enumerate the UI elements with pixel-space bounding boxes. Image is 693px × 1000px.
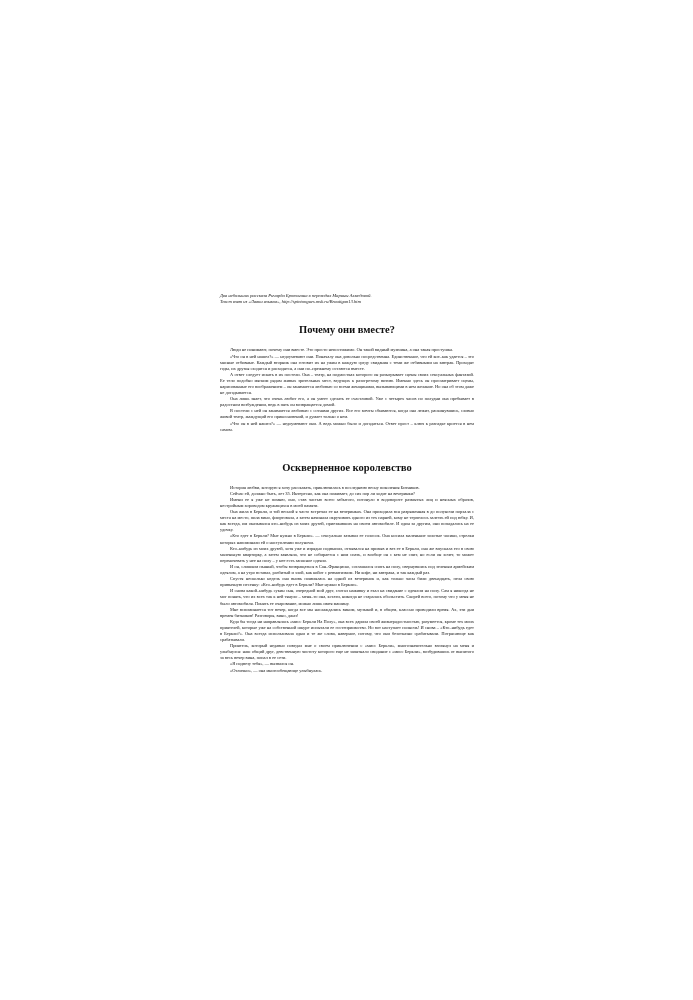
document-page <box>220 293 474 674</box>
story-title: Почему они вместе? <box>299 325 395 337</box>
paragraph: Спустя несколько недель она вновь появлялась на одной из вечеринок и, как только часы били двенадцать, пела свою привычную песенку: «Кто–нибудь едет в Беркли? Мне нужно в Беркли». <box>220 576 474 588</box>
paragraph: «Я подвезу тебя», — вызвался он. <box>230 661 295 667</box>
paragraph: Люди не понимают, почему они вместе. Это просто непостижимо. Он такой видный мужчина, а она такая простушка. <box>230 347 454 353</box>
paragraph: «Отлично», — она многообещающе улыбнулась. <box>230 667 323 673</box>
story-why-together <box>220 325 474 432</box>
paragraph: Мне вспоминается тот вечер, когда все мы наслаждались вином, музыкой и, в общем, классно проводили время. Ах, эти дни времен битников! Разговоры, вино, джаз! <box>220 606 474 618</box>
paragraph: И он, слишком пьяный, чтобы возвращаться в Сан–Франциско, соглашался спать на полу, свернувшись под зеленым армейским одеялом, а на утро вставал, разбитый и злой, как койот с ревматизмом. Ни кофе, ни завтрака, и так каждый раз. <box>220 563 474 576</box>
intro-note <box>220 293 474 305</box>
paragraph: «Что он в ней нашел?» — недоумевают они. Поначалу она довольно посредственна. Единственное, что ей кое–как удается – это мясные отбивные. Каждый вторник она готовит их на ужин в каждую среду свидания с теми же отбивными на завтрак. Проходят годы, их друзья сходятся и расходятся, а они по–прежнему остаются вместе. <box>220 353 474 371</box>
story-title: Оскверненное королевство <box>282 462 412 474</box>
story-defiled-kingdom <box>220 463 474 674</box>
paragraph: История любви, которую я хочу рассказать, приключилась в последнюю весну поколения Битников. <box>230 484 420 490</box>
paragraph: Кто–нибудь из моих друзей, хотя уже и изрядно подвыпил, отзывался на призыв и вез ее в Беркли, она же впускала его в свою маленькую квартирку, а затем заявляла, что не собирается с ним спать, и вообще он с кем не спит, но если он хочет, то может переночевать у нее на полу – у нее есть запасное одеяло. <box>220 545 474 563</box>
paragraph: Она жила в Беркли, и той весной я часто встречал ее на вечеринках. Она приходила вся разряженная в до полуночи порхала с места на место, пила вино, флиртовала, а затем начинала окручивать одного из тех парней, кому не терпелось залезть ей под юбку. И, как всегда, им оказывался кто–нибудь из моих друзей, приезжавших на своем автомобиле. И один за другим, они попадались на ее удочку. <box>220 509 474 533</box>
paragraph: А ответ следует искать в их постели. Она – театр, на подмостках которого он разыгрывает сцены своих сексуальных фантазий. Ее тело подобно мягким рядам живых зрительных мест, ведущих к разогретому витию. Именно здесь он просматривает сцены, нарисованные его воображением – он занимается любовью со всеми женщинами, вызывающими в нем желание. Но она об этом даже не догадывается. <box>220 371 474 396</box>
paragraph: Приятель, который недавно поведал мне о своем приключении с «мисс Беркли», многозначительно взглянул на меня и улыбнулся: наш общий друг, девственную чистоту которого еще не запятнало свидание с «мисс Беркли», возбудившись от выпитого за весь вечер вина, попал в ее сети. <box>220 643 474 661</box>
paragraph: Сейчас ей, должно быть, лет 35. Интересно, как она поживает, до сих пор ли ходит на вечеринки? <box>230 490 415 496</box>
intro-line: Текст взят из «Лавки языков», http://spintongues.msk.ru/Brautigan13.htm <box>220 299 361 305</box>
paragraph: И снова какой–нибудь сукин сын, очередной мой друг, глотал наживку и ехал на свидание с одеялом на полу. Сам я никогда не мог понять, что их всех так к ней тянуло – меня–то она, кстати, никогда не старалась обольстить. Скорей всего, потому что у меня не было автомобиля. Понять ее очарование, можно лишь имея машину. <box>220 588 474 606</box>
paragraph: «Кто едет в Беркли? Мне нужно в Беркли». — сексуально зазывал ее голосок. Она носила маленькие золотые часики, стрелки которых напоминали ей о наступлении полуночи. <box>220 533 474 545</box>
paragraph: Куда бы тогда ни направлялась «мисс Беркли На Полу», она всех дарила своей жизнерадостностью, разумеется, кроме тех моих приятелей, которые уже на собственной шкуре испытали ее гостеприимство. Но вот наступает полночь! И снова – «Кто–нибудь едет в Беркли?». Она всегда использовала одни и те же слова, наверное, потому, что они безотказно срабатывали. Потрясающе как срабатывали. <box>220 618 474 643</box>
intro-line: Два небольших рассказа Ричарда Бротигана в переводах Марины Ахмедовой. <box>220 293 372 298</box>
paragraph: «Что он в ней нашел?» — недоумевают они. А ведь можно было и догадаться. Ответ прост – ключ к разгадке кроется в нем самом. <box>220 420 474 432</box>
paragraph: Она лишь знает, что очень любит его, а он умеет сделать ее счастливой. Уже с четырех часов по полудни она пребывает в радостном возбуждении, ведь в пять он возвращается домой. <box>220 396 474 408</box>
paragraph: Имени ее я уже не помню, оно, став частью всего забытого, потонуло в водовороте размытых лиц и неясных образов, нестройным хороводом кружащихся в моей памяти. <box>220 496 474 508</box>
paragraph: В постели с ней он занимается любовью с сотнями других. Все его мечты сбываются, когда она лежит, раскинувшись, словно живой театр, жаждущий его прикосновений, и думает только о нем. <box>220 408 474 420</box>
